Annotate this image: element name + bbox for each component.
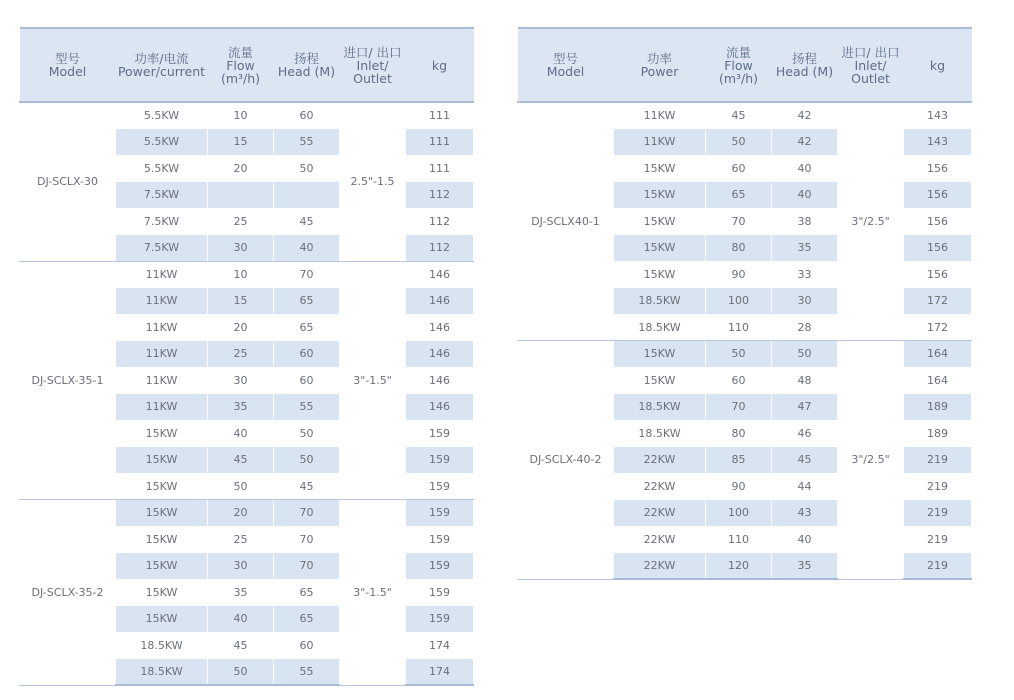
flow-cell: 30	[208, 553, 274, 580]
flow-cell: 50	[208, 659, 274, 686]
head-cell: 46	[772, 420, 838, 447]
table-row	[20, 102, 474, 129]
weight-cell: 159	[406, 553, 474, 580]
head-cell: 45	[274, 208, 340, 235]
head-cell: 44	[772, 473, 838, 500]
power-cell: 5.5KW	[116, 129, 208, 156]
power-cell: 11KW	[116, 367, 208, 394]
power-cell: 15KW	[116, 473, 208, 500]
power-cell: 11KW	[116, 341, 208, 368]
power-cell: 11KW	[116, 314, 208, 341]
weight-cell: 156	[904, 235, 972, 262]
header-model: 型号 Model	[20, 28, 116, 102]
flow-cell: 90	[706, 261, 772, 288]
power-cell: 15KW	[614, 341, 706, 368]
power-cell: 15KW	[116, 579, 208, 606]
model-cell: DJ-SCLX-35-1	[20, 261, 116, 500]
flow-cell: 40	[208, 606, 274, 633]
weight-cell: 146	[406, 341, 474, 368]
flow-cell: 20	[208, 500, 274, 527]
flow-cell: 120	[706, 553, 772, 580]
power-cell: 18.5KW	[614, 314, 706, 341]
flow-cell: 30	[208, 367, 274, 394]
flow-cell: 85	[706, 447, 772, 474]
weight-cell: 174	[406, 659, 474, 686]
power-cell: 18.5KW	[116, 659, 208, 686]
flow-cell: 80	[706, 235, 772, 262]
flow-cell: 70	[706, 208, 772, 235]
flow-cell: 45	[208, 447, 274, 474]
power-cell: 5.5KW	[116, 155, 208, 182]
weight-cell: 174	[406, 632, 474, 659]
power-cell: 15KW	[614, 261, 706, 288]
head-cell: 35	[772, 553, 838, 580]
power-cell: 22KW	[614, 447, 706, 474]
head-cell: 33	[772, 261, 838, 288]
power-cell: 11KW	[116, 288, 208, 315]
head-cell: 50	[274, 447, 340, 474]
flow-cell: 60	[706, 367, 772, 394]
flow-cell: 80	[706, 420, 772, 447]
weight-cell: 111	[406, 155, 474, 182]
weight-cell: 156	[904, 261, 972, 288]
head-cell: 55	[274, 394, 340, 421]
weight-cell: 111	[406, 129, 474, 156]
flow-cell: 100	[706, 500, 772, 527]
power-cell: 15KW	[116, 553, 208, 580]
head-cell: 65	[274, 579, 340, 606]
power-cell: 15KW	[614, 367, 706, 394]
flow-cell: 25	[208, 341, 274, 368]
flow-cell: 25	[208, 526, 274, 553]
head-cell: 40	[772, 155, 838, 182]
flow-cell: 10	[208, 261, 274, 288]
weight-cell: 159	[406, 500, 474, 527]
power-cell: 18.5KW	[614, 288, 706, 315]
weight-cell: 143	[904, 129, 972, 156]
power-cell: 11KW	[614, 102, 706, 129]
header-inlet-outlet: 进口/ 出口 Inlet/ Outlet	[340, 28, 406, 102]
head-cell: 70	[274, 526, 340, 553]
power-cell: 22KW	[614, 553, 706, 580]
head-cell: 70	[274, 553, 340, 580]
head-cell: 30	[772, 288, 838, 315]
head-cell: 50	[274, 420, 340, 447]
flow-cell: 50	[208, 473, 274, 500]
inlet-outlet-cell: 2.5"-1.5	[340, 102, 406, 261]
weight-cell: 219	[904, 500, 972, 527]
flow-cell: 15	[208, 129, 274, 156]
model-cell: DJ-SCLX-30	[20, 102, 116, 261]
flow-cell: 45	[706, 102, 772, 129]
head-cell: 55	[274, 659, 340, 686]
head-cell: 42	[772, 129, 838, 156]
flow-cell: 20	[208, 155, 274, 182]
flow-cell: 65	[706, 182, 772, 209]
header-model: 型号 Model	[518, 28, 614, 102]
inlet-outlet-cell: 3"/2.5"	[838, 341, 904, 580]
power-cell: 15KW	[614, 182, 706, 209]
flow-cell: 35	[208, 579, 274, 606]
inlet-outlet-cell: 3"-1.5"	[340, 261, 406, 500]
head-cell: 45	[274, 473, 340, 500]
power-cell: 15KW	[116, 447, 208, 474]
model-cell: DJ-SCLX-35-2	[20, 500, 116, 686]
head-cell: 70	[274, 261, 340, 288]
weight-cell: 159	[406, 526, 474, 553]
flow-cell: 70	[706, 394, 772, 421]
flow-cell: 25	[208, 208, 274, 235]
model-cell: DJ-SCLX40-1	[518, 102, 614, 341]
flow-cell: 20	[208, 314, 274, 341]
head-cell: 38	[772, 208, 838, 235]
power-cell: 11KW	[116, 261, 208, 288]
flow-cell: 100	[706, 288, 772, 315]
head-cell: 28	[772, 314, 838, 341]
power-cell: 7.5KW	[116, 235, 208, 262]
head-cell: 47	[772, 394, 838, 421]
weight-cell: 159	[406, 447, 474, 474]
header-head: 扬程 Head (M)	[772, 28, 838, 102]
weight-cell: 112	[406, 235, 474, 262]
weight-cell: 219	[904, 526, 972, 553]
power-cell: 18.5KW	[614, 394, 706, 421]
flow-cell: 10	[208, 102, 274, 129]
weight-cell: 159	[406, 606, 474, 633]
weight-cell: 146	[406, 314, 474, 341]
head-cell: 43	[772, 500, 838, 527]
flow-cell	[208, 182, 274, 209]
power-cell: 15KW	[116, 526, 208, 553]
head-cell: 60	[274, 102, 340, 129]
header-inlet-outlet: 进口/ 出口 Inlet/ Outlet	[838, 28, 904, 102]
weight-cell: 146	[406, 394, 474, 421]
weight-cell: 189	[904, 394, 972, 421]
power-cell: 15KW	[614, 208, 706, 235]
head-cell: 60	[274, 367, 340, 394]
spec-table-right	[517, 27, 972, 580]
inlet-outlet-cell: 3"-1.5"	[340, 500, 406, 686]
power-cell: 22KW	[614, 473, 706, 500]
power-cell: 15KW	[116, 500, 208, 527]
head-cell: 65	[274, 314, 340, 341]
table-row	[20, 500, 474, 527]
weight-cell: 156	[904, 208, 972, 235]
weight-cell: 156	[904, 182, 972, 209]
inlet-outlet-cell: 3"/2.5"	[838, 102, 904, 341]
table-row	[518, 102, 972, 129]
power-cell: 7.5KW	[116, 182, 208, 209]
table-row	[20, 261, 474, 288]
power-cell: 22KW	[614, 526, 706, 553]
flow-cell: 45	[208, 632, 274, 659]
head-cell: 42	[772, 102, 838, 129]
power-cell: 15KW	[614, 155, 706, 182]
head-cell: 40	[772, 182, 838, 209]
weight-cell: 146	[406, 367, 474, 394]
power-cell: 11KW	[116, 394, 208, 421]
head-cell: 48	[772, 367, 838, 394]
head-cell: 65	[274, 606, 340, 633]
power-cell: 18.5KW	[116, 632, 208, 659]
model-cell: DJ-SCLX-40-2	[518, 341, 614, 580]
weight-cell: 146	[406, 261, 474, 288]
weight-cell: 189	[904, 420, 972, 447]
power-cell: 22KW	[614, 500, 706, 527]
weight-cell: 159	[406, 473, 474, 500]
flow-cell: 60	[706, 155, 772, 182]
weight-cell: 146	[406, 288, 474, 315]
weight-cell: 159	[406, 579, 474, 606]
weight-cell: 159	[406, 420, 474, 447]
weight-cell: 164	[904, 341, 972, 368]
header-power: 功率/电流 Power/current	[116, 28, 208, 102]
head-cell	[274, 182, 340, 209]
weight-cell: 172	[904, 288, 972, 315]
flow-cell: 110	[706, 526, 772, 553]
flow-cell: 50	[706, 129, 772, 156]
flow-cell: 40	[208, 420, 274, 447]
head-cell: 60	[274, 632, 340, 659]
head-cell: 50	[274, 155, 340, 182]
power-cell: 11KW	[614, 129, 706, 156]
head-cell: 40	[772, 526, 838, 553]
flow-cell: 30	[208, 235, 274, 262]
flow-cell: 110	[706, 314, 772, 341]
weight-cell: 172	[904, 314, 972, 341]
flow-cell: 50	[706, 341, 772, 368]
weight-cell: 219	[904, 473, 972, 500]
table-row	[518, 341, 972, 368]
weight-cell: 156	[904, 155, 972, 182]
header-power: 功率 Power	[614, 28, 706, 102]
head-cell: 60	[274, 341, 340, 368]
power-cell: 15KW	[116, 420, 208, 447]
spec-table-left	[19, 27, 474, 686]
weight-cell: 112	[406, 182, 474, 209]
weight-cell: 219	[904, 447, 972, 474]
weight-cell: 112	[406, 208, 474, 235]
head-cell: 70	[274, 500, 340, 527]
weight-cell: 143	[904, 102, 972, 129]
head-cell: 35	[772, 235, 838, 262]
flow-cell: 35	[208, 394, 274, 421]
header-kg: kg	[904, 28, 972, 102]
flow-cell: 90	[706, 473, 772, 500]
power-cell: 15KW	[614, 235, 706, 262]
header-kg: kg	[406, 28, 474, 102]
power-cell: 7.5KW	[116, 208, 208, 235]
head-cell: 50	[772, 341, 838, 368]
power-cell: 18.5KW	[614, 420, 706, 447]
head-cell: 65	[274, 288, 340, 315]
weight-cell: 164	[904, 367, 972, 394]
power-cell: 15KW	[116, 606, 208, 633]
head-cell: 45	[772, 447, 838, 474]
header-head: 扬程 Head (M)	[274, 28, 340, 102]
head-cell: 55	[274, 129, 340, 156]
head-cell: 40	[274, 235, 340, 262]
weight-cell: 111	[406, 102, 474, 129]
flow-cell: 15	[208, 288, 274, 315]
weight-cell: 219	[904, 553, 972, 580]
header-flow: 流量 Flow (m³/h)	[706, 28, 772, 102]
header-flow: 流量 Flow (m³/h)	[208, 28, 274, 102]
power-cell: 5.5KW	[116, 102, 208, 129]
